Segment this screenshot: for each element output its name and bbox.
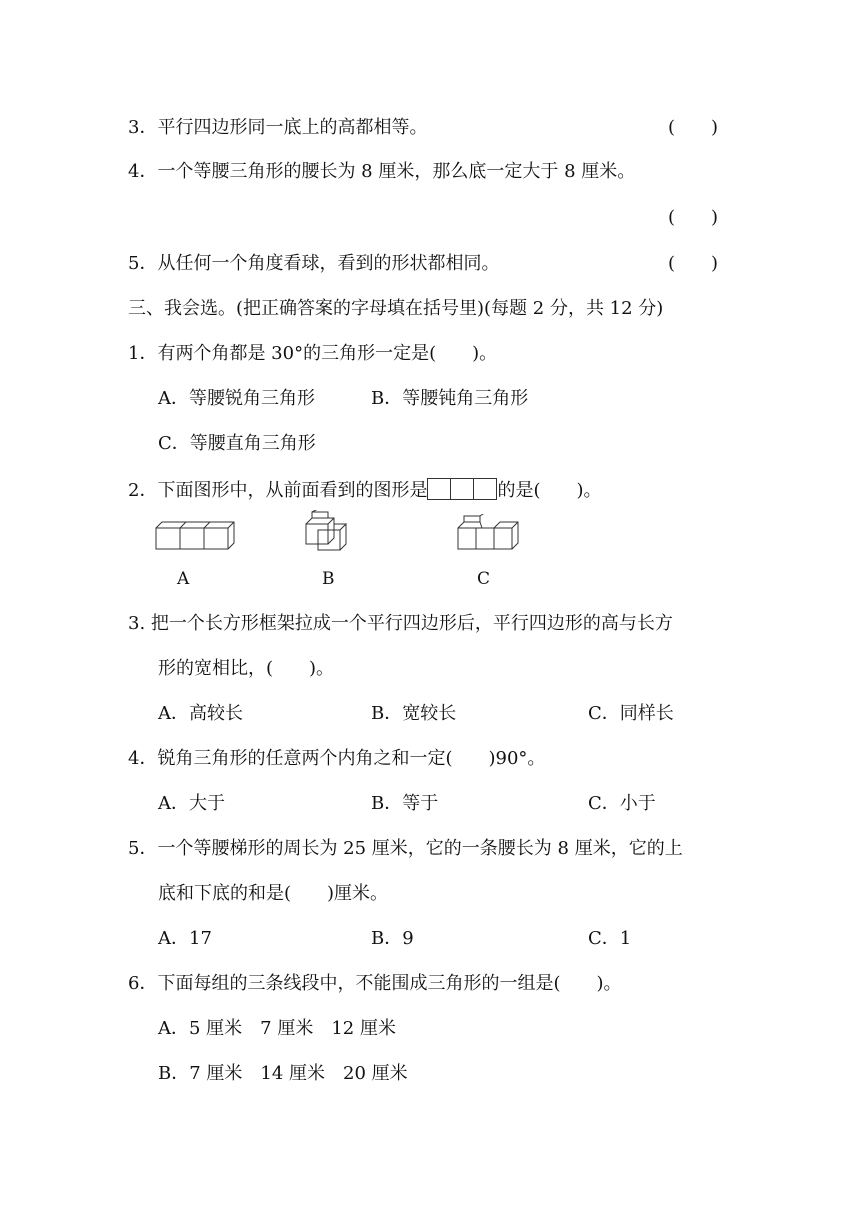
choice-q5-option-b[interactable]: B．9 <box>371 928 414 949</box>
choice-q5-line1: 5．一个等腰梯形的周长为 25 厘米，它的一条腰长为 8 厘米，它的上 <box>128 838 683 859</box>
choice-q1-option-a[interactable]: A．等腰锐角三角形 <box>158 388 315 409</box>
choice-q3-line1: 3. 把一个长方形框架拉成一个平行四边形后，平行四边形的高与长方 <box>128 613 673 634</box>
part3-heading: 三、我会选。(把正确答案的字母填在括号里)(每题 2 分，共 12 分) <box>128 298 664 319</box>
choice-q2-text-before: 2．下面图形中，从前面看到的图形是 <box>128 480 428 501</box>
choice-q6-text: 6．下面每组的三条线段中，不能围成三角形的一组是( )。 <box>128 973 622 994</box>
choice-q6-option-b[interactable]: B．7 厘米 14 厘米 20 厘米 <box>158 1063 408 1084</box>
choice-q4-option-a[interactable]: A．大于 <box>158 793 225 814</box>
choice-q3-line2: 形的宽相比，( )。 <box>158 658 335 679</box>
choice-q5-option-a[interactable]: A．17 <box>158 928 212 949</box>
choice-q4-text: 4．锐角三角形的任意两个内角之和一定( )90°。 <box>128 748 546 769</box>
choice-q3-option-a[interactable]: A．高较长 <box>158 703 243 724</box>
choice-q4-option-b[interactable]: B．等于 <box>371 793 439 814</box>
judge-q3-text: 3．平行四边形同一底上的高都相等。 <box>128 117 428 138</box>
choice-q6-option-a[interactable]: A．5 厘米 7 厘米 12 厘米 <box>158 1018 396 1039</box>
choice-q1-option-c[interactable]: C．等腰直角三角形 <box>158 433 316 454</box>
front-view-figure <box>427 478 497 500</box>
judge-q5-paren[interactable]: ( ) <box>668 253 719 274</box>
choice-q3-option-c[interactable]: C．同样长 <box>588 703 674 724</box>
choice-q1-text: 1．有两个角都是 30°的三角形一定是( )。 <box>128 343 498 364</box>
choice-q2-text <box>128 478 602 502</box>
choice-q1-option-b[interactable]: B．等腰钝角三角形 <box>371 388 529 409</box>
figure-c-label: C <box>477 569 491 589</box>
choice-q3-option-b[interactable]: B．宽较长 <box>371 703 457 724</box>
figure-c-cubes[interactable] <box>456 514 522 552</box>
choice-q4-option-c[interactable]: C．小于 <box>588 793 656 814</box>
choice-q2-text-after: 的是( )。 <box>497 480 602 501</box>
choice-q5-line2: 底和下底的和是( )厘米。 <box>158 883 389 904</box>
judge-q3-paren[interactable]: ( ) <box>668 117 719 138</box>
judge-q4-text: 4．一个等腰三角形的腰长为 8 厘米，那么底一定大于 8 厘米。 <box>128 161 636 182</box>
figure-a-label: A <box>177 569 190 589</box>
choice-q5-option-c[interactable]: C．1 <box>588 928 632 949</box>
figure-a-cubes[interactable] <box>155 521 237 551</box>
judge-q4-paren[interactable]: ( ) <box>668 207 719 228</box>
figure-b-label: B <box>322 569 335 589</box>
figure-b-cubes[interactable] <box>304 510 348 552</box>
judge-q5-text: 5．从任何一个角度看球，看到的形状都相同。 <box>128 253 500 274</box>
